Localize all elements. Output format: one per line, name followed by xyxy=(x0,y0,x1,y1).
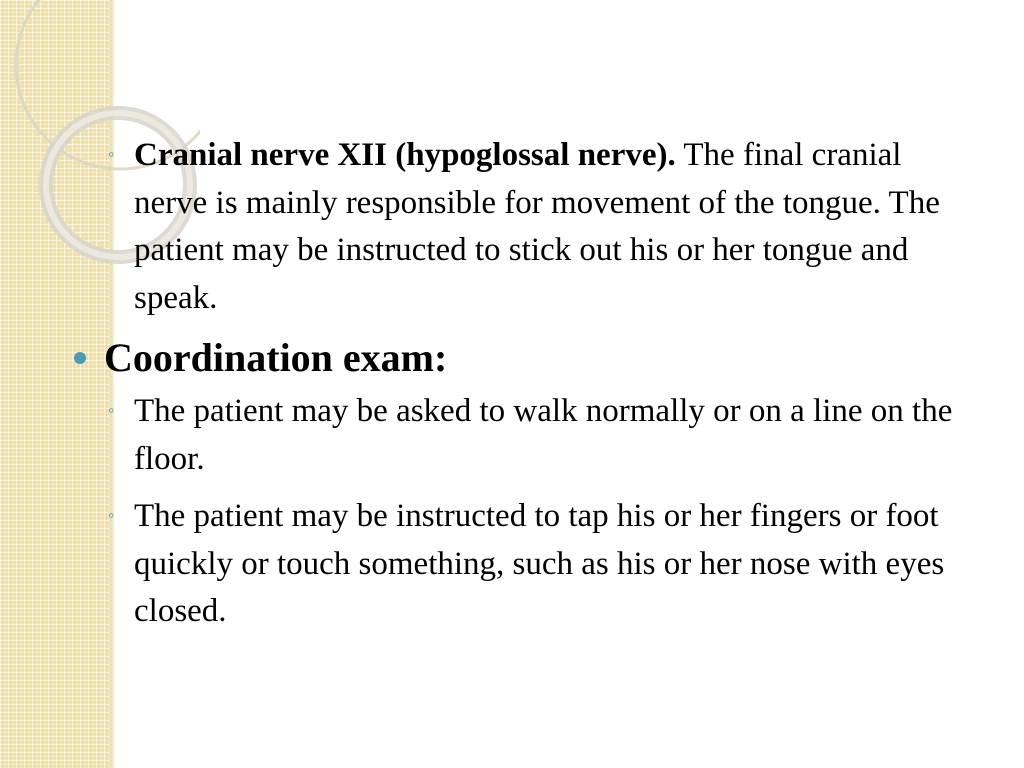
slide-content xyxy=(70,132,970,646)
bullet-walk xyxy=(70,388,970,483)
sub-bullet-icon: ◦ xyxy=(108,505,115,525)
section-heading-coordination xyxy=(70,332,970,384)
section-heading-text: Coordination exam: xyxy=(104,335,448,380)
bullet-tap-fingers xyxy=(70,493,970,636)
main-bullet-icon xyxy=(74,352,86,364)
sub-bullet-icon: ◦ xyxy=(108,400,115,420)
bullet-bold-heading: Cranial nerve XII (hypoglossal nerve). xyxy=(134,137,676,173)
bullet-hypoglossal-nerve xyxy=(70,132,970,322)
bullet-text: The patient may be asked to walk normally or on a line on the floor. xyxy=(134,393,953,477)
bullet-text: The final cranial nerve is mainly responsible for movement of the tongue. The patient may be instructed to stick out his or her tongue and speak. xyxy=(134,137,940,316)
bullet-text: The patient may be instructed to tap his or her fingers or foot quickly or touch something, such as his or her nose with eyes closed. xyxy=(134,498,945,629)
sub-bullet-icon: ◦ xyxy=(108,144,115,164)
